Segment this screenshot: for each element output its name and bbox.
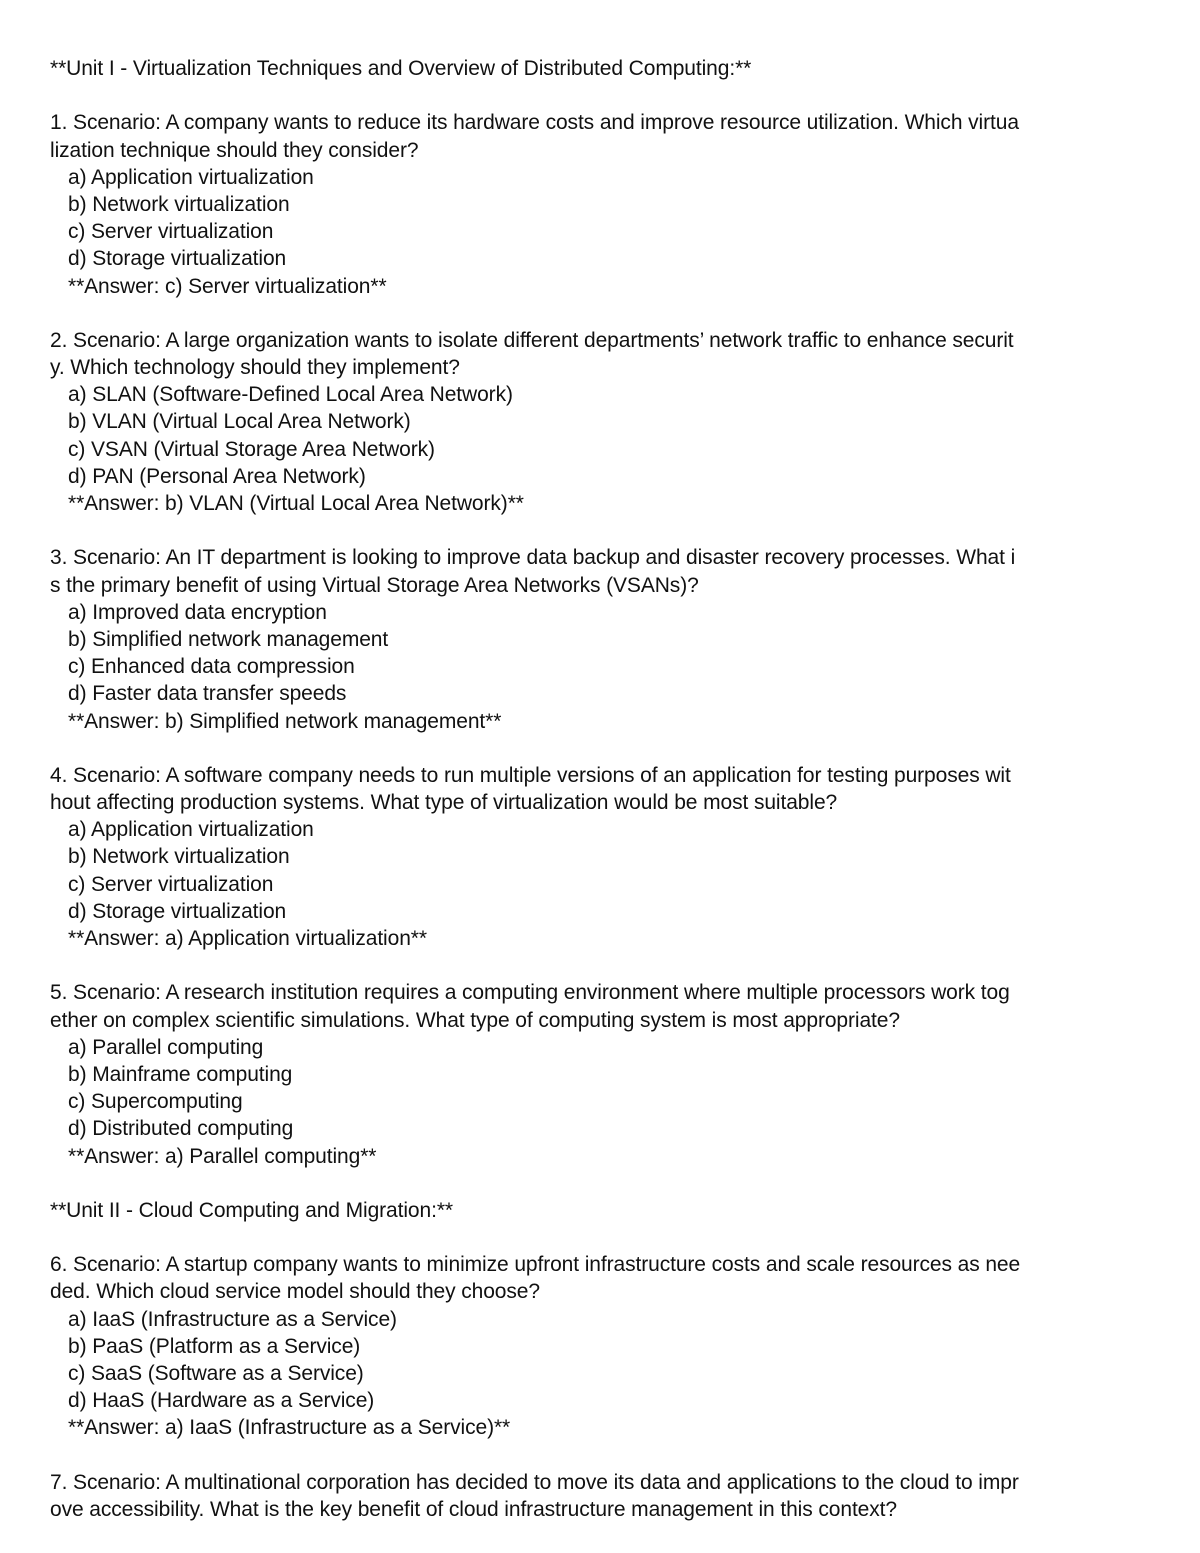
answer-option: a) IaaS (Infrastructure as a Service) — [68, 1307, 397, 1331]
question-text-line: lization technique should they consider? — [50, 138, 419, 162]
question-text-line: ded. Which cloud service model should they choose? — [50, 1280, 540, 1304]
unit2-heading: **Unit II - Cloud Computing and Migration:** — [50, 1198, 453, 1222]
answer-key: **Answer: c) Server virtualization** — [68, 274, 387, 298]
question-4 — [50, 762, 1160, 952]
question-text-line: 5. Scenario: A research institution requires a computing environment where multiple processors work tog — [50, 981, 1010, 1005]
answer-option: a) Application virtualization — [68, 818, 314, 842]
answer-key: **Answer: b) Simplified network management** — [68, 709, 502, 733]
question-text-line: ove accessibility. What is the key benefit of cloud infrastructure management in this context? — [50, 1497, 897, 1521]
answer-option: b) Mainframe computing — [68, 1062, 293, 1086]
answer-option: b) PaaS (Platform as a Service) — [68, 1334, 361, 1358]
question-text-line: hout affecting production systems. What type of virtualization would be most suitable? — [50, 791, 838, 815]
answer-key: **Answer: a) Parallel computing** — [68, 1144, 377, 1168]
spacer — [50, 1170, 1160, 1197]
answer-option: c) Server virtualization — [68, 220, 274, 244]
question-text-line: 7. Scenario: A multinational corporation has decided to move its data and applications to the cloud to impr — [50, 1470, 1019, 1494]
question-text-line: 1. Scenario: A company wants to reduce its hardware costs and improve resource utilization. Which virtua — [50, 111, 1019, 135]
answer-option: c) VSAN (Virtual Storage Area Network) — [68, 437, 435, 461]
question-text-line: 3. Scenario: An IT department is looking to improve data backup and disaster recovery processes. What i — [50, 546, 1016, 570]
question-3 — [50, 544, 1160, 734]
answer-option: d) Storage virtualization — [68, 247, 287, 271]
answer-option: a) SLAN (Software-Defined Local Area Network) — [68, 383, 513, 407]
question-text-line: s the primary benefit of using Virtual Storage Area Networks (VSANs)? — [50, 573, 699, 597]
spacer — [50, 1224, 1160, 1251]
answer-option: d) Storage virtualization — [68, 899, 287, 923]
spacer — [50, 952, 1160, 979]
answer-option: c) Server virtualization — [68, 872, 274, 896]
question-1 — [50, 109, 1160, 299]
question-6 — [50, 1251, 1160, 1441]
question-2 — [50, 327, 1160, 517]
question-7 — [50, 1469, 1160, 1523]
question-5 — [50, 979, 1160, 1169]
answer-option: d) PAN (Personal Area Network) — [68, 464, 366, 488]
answer-option: c) SaaS (Software as a Service) — [68, 1362, 364, 1385]
answer-option: d) Faster data transfer speeds — [68, 682, 347, 706]
answer-option: a) Application virtualization — [68, 165, 314, 189]
answer-option: a) Parallel computing — [68, 1035, 264, 1059]
question-text-line: 6. Scenario: A startup company wants to minimize upfront infrastructure costs and scale resources as nee — [50, 1253, 1021, 1277]
answer-option: d) Distributed computing — [68, 1117, 294, 1141]
spacer — [50, 517, 1160, 544]
question-text-line: 2. Scenario: A large organization wants to isolate different departments’ network traffic to enhance securit — [50, 328, 1014, 352]
document-page — [50, 55, 1160, 1523]
spacer — [50, 300, 1160, 327]
question-text-line: y. Which technology should they implement? — [50, 356, 460, 380]
question-text-line: 4. Scenario: A software company needs to run multiple versions of an application for testing purposes wit — [50, 763, 1011, 787]
question-text-line: ether on complex scientific simulations. What type of computing system is most appropriate? — [50, 1008, 900, 1032]
answer-option: b) Network virtualization — [68, 845, 290, 869]
spacer — [50, 735, 1160, 762]
answer-key: **Answer: a) Application virtualization** — [68, 927, 427, 950]
answer-option: a) Improved data encryption — [68, 600, 327, 624]
answer-option: d) HaaS (Hardware as a Service) — [68, 1389, 375, 1413]
unit1-heading: **Unit I - Virtualization Techniques and Overview of Distributed Computing:** — [50, 57, 752, 80]
answer-key: **Answer: b) VLAN (Virtual Local Area Network)** — [68, 492, 524, 515]
spacer — [50, 82, 1160, 109]
answer-option: c) Enhanced data compression — [68, 655, 355, 679]
answer-option: b) Network virtualization — [68, 192, 290, 216]
answer-key: **Answer: a) IaaS (Infrastructure as a Service)** — [68, 1416, 511, 1440]
spacer — [50, 1442, 1160, 1469]
answer-option: c) Supercomputing — [68, 1090, 243, 1114]
answer-option: b) Simplified network management — [68, 627, 389, 651]
answer-option: b) VLAN (Virtual Local Area Network) — [68, 410, 411, 434]
